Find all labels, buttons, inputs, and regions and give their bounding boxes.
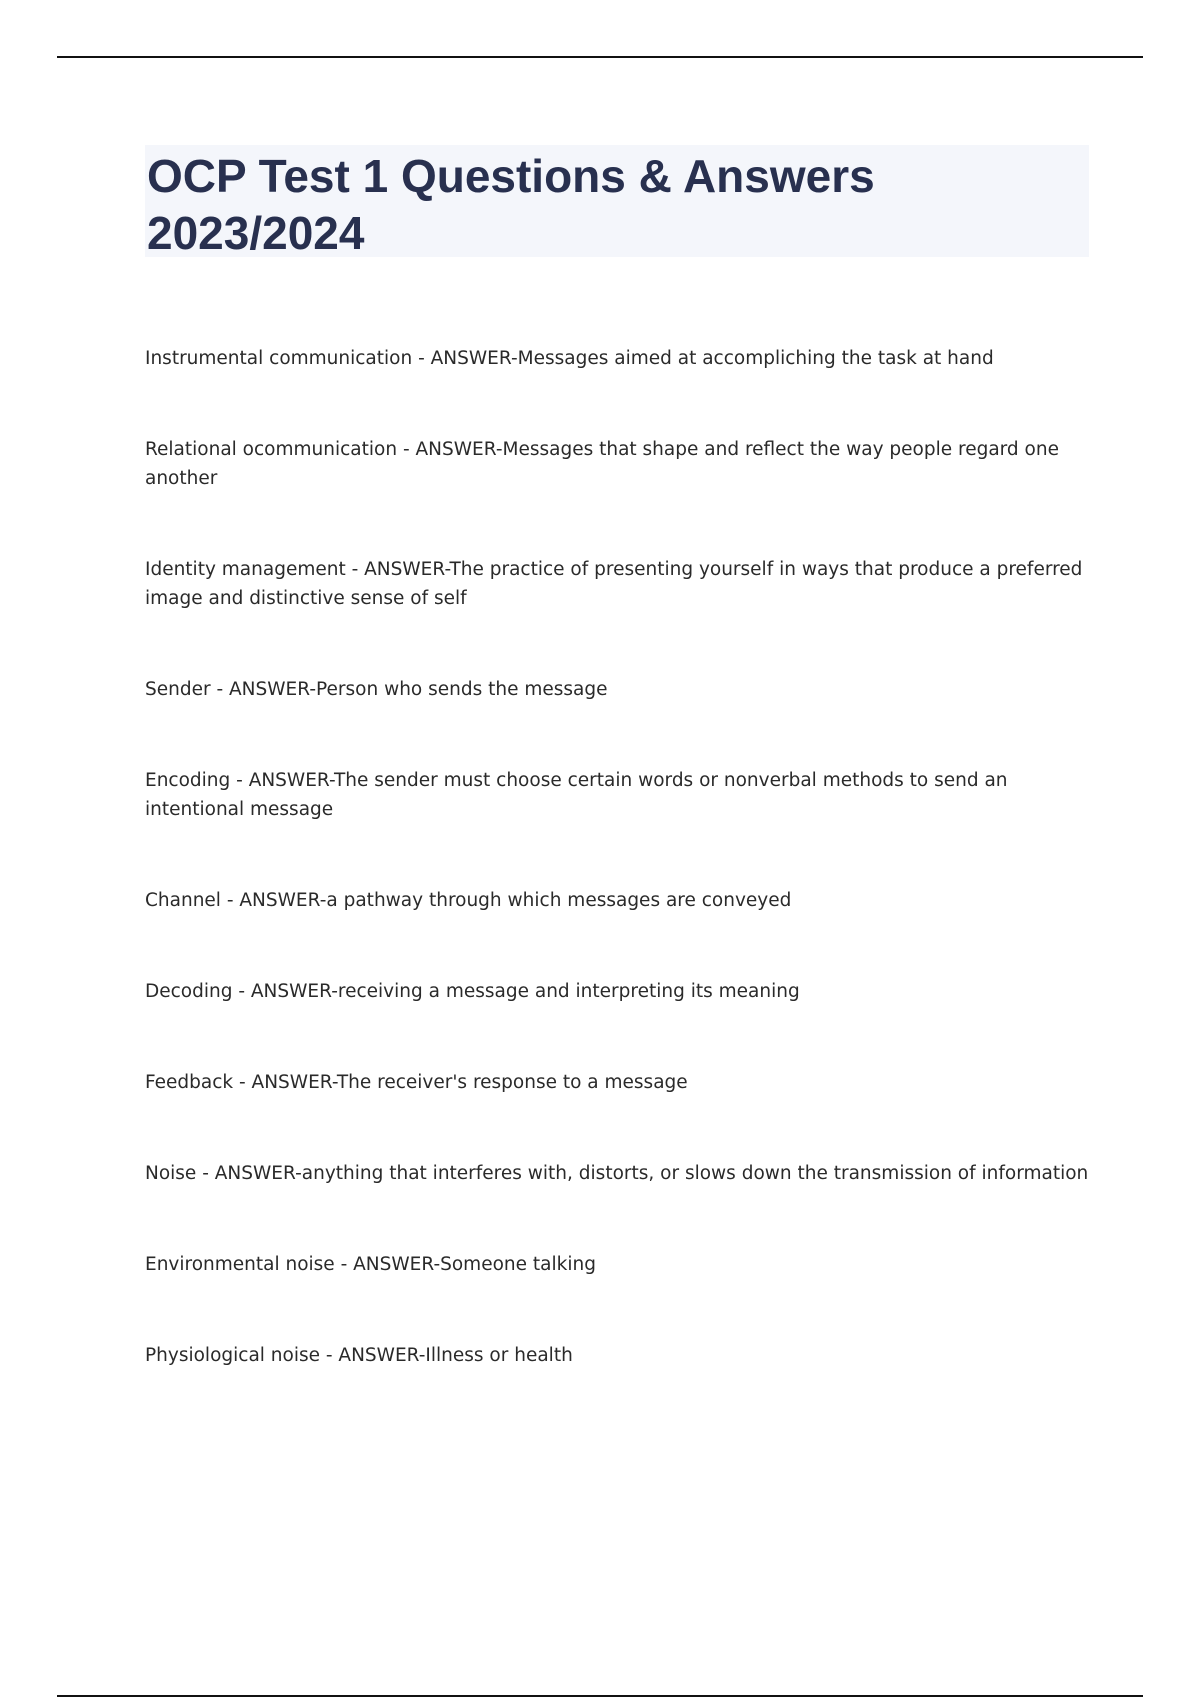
qa-item-encoding: Encoding - ANSWER-The sender must choose certain words or nonverbal methods to send an intentional message — [145, 770, 1008, 820]
page-title: OCP Test 1 Questions & Answers 2023/2024 — [147, 150, 875, 259]
qa-item-decoding: Decoding - ANSWER-receiving a message and interpreting its meaning — [145, 981, 800, 1002]
bottom-divider — [57, 1695, 1143, 1697]
qa-item-instrumental-communication: Instrumental communication - ANSWER-Messages aimed at accompliching the task at hand — [145, 348, 994, 369]
qa-item-sender: Sender - ANSWER-Person who sends the message — [145, 679, 608, 700]
qa-item-identity-management: Identity management - ANSWER-The practice of presenting yourself in ways that produce a preferred image and distinctive sense of self — [145, 559, 1083, 609]
qa-item-channel: Channel - ANSWER-a pathway through which messages are conveyed — [145, 890, 792, 911]
qa-item-environmental-noise: Environmental noise - ANSWER-Someone talking — [145, 1254, 596, 1275]
qa-list — [145, 344, 1089, 1432]
qa-item-feedback: Feedback - ANSWER-The receiver's response to a message — [145, 1072, 688, 1093]
qa-item-physiological-noise: Physiological noise - ANSWER-Illness or health — [145, 1345, 573, 1366]
qa-item-noise: Noise - ANSWER-anything that interferes with, distorts, or slows down the transmission of information — [145, 1163, 1089, 1184]
top-divider — [57, 56, 1143, 58]
qa-item-relational-communication: Relational ocommunication - ANSWER-Messages that shape and reflect the way people regard one another — [145, 439, 1059, 489]
title-banner — [145, 145, 1089, 257]
